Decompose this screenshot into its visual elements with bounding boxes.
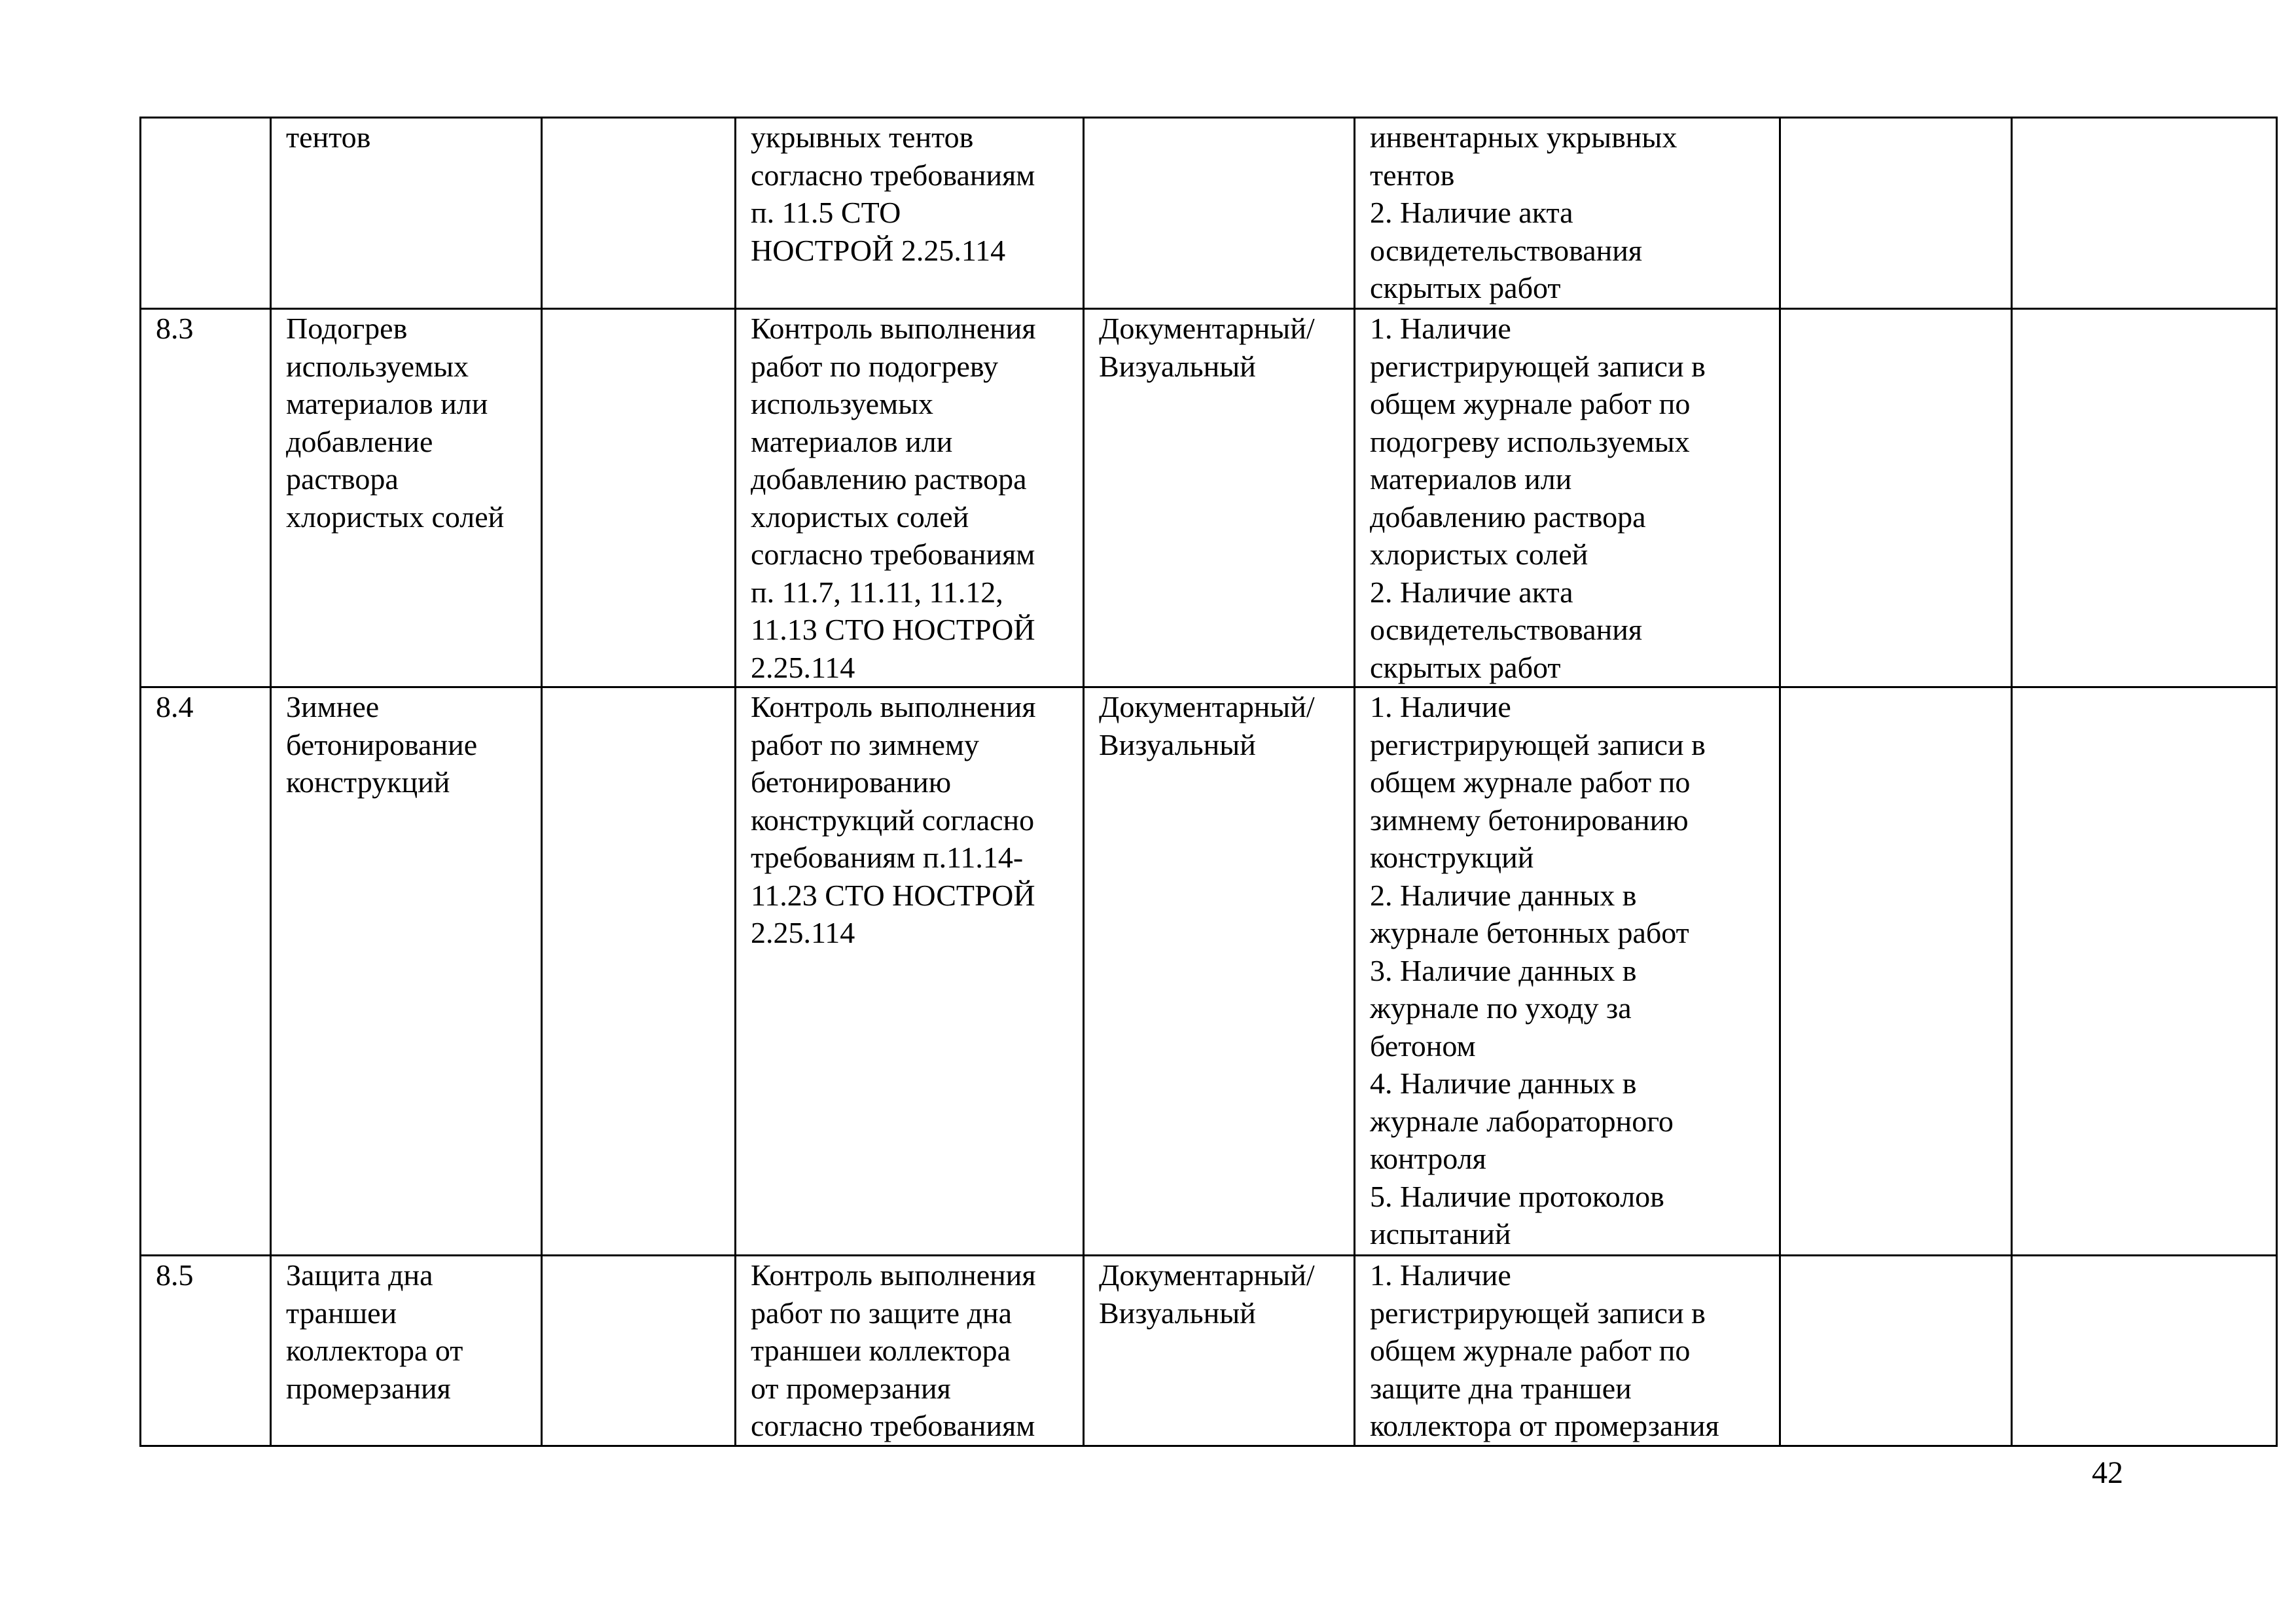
control-method: Документарный/ Визуальный xyxy=(1084,1256,1355,1446)
evidence-list: инвентарных укрывных тентов 2. Наличие акта освидетельствования скрытых работ xyxy=(1355,118,1780,309)
table-row xyxy=(141,118,2277,309)
table-row xyxy=(141,687,2277,1256)
row-number: 8.3 xyxy=(141,309,271,687)
empty-cell xyxy=(2012,1256,2277,1446)
control-method: Документарный/ Визуальный xyxy=(1084,309,1355,687)
empty-cell xyxy=(2012,118,2277,309)
control-description: Контроль выполнения работ по защите дна траншеи коллектора от промерзания согласно требованиям xyxy=(736,1256,1084,1446)
empty-cell xyxy=(542,118,736,309)
page-number: 42 xyxy=(2092,1455,2123,1490)
empty-cell xyxy=(1780,118,2012,309)
evidence-list: 1. Наличие регистрирующей записи в общем журнале работ по подогреву используемых материалов или добавлению раствора хлористых солей 2. Наличие акта освидетельствования скрытых работ xyxy=(1355,309,1780,687)
work-name: Зимнее бетонирование конструкций xyxy=(271,687,542,1256)
control-description: Контроль выполнения работ по подогреву используемых материалов или добавлению раствора хлористых солей согласно требованиям п. 11.7, 11.11, 11.12, 11.13 СТО НОСТРОЙ 2.25.114 xyxy=(736,309,1084,687)
empty-cell xyxy=(2012,687,2277,1256)
empty-cell xyxy=(1780,687,2012,1256)
empty-cell xyxy=(1780,1256,2012,1446)
empty-cell xyxy=(542,309,736,687)
table-row xyxy=(141,309,2277,687)
work-name: Подогрев используемых материалов или добавление раствора хлористых солей xyxy=(271,309,542,687)
control-description: укрывных тентов согласно требованиям п. 11.5 СТО НОСТРОЙ 2.25.114 xyxy=(736,118,1084,309)
inspection-table xyxy=(139,117,2278,1447)
row-number: 8.5 xyxy=(141,1256,271,1446)
evidence-list: 1. Наличие регистрирующей записи в общем журнале работ по зимнему бетонированию конструкций 2. Наличие данных в журнале бетонных работ 3. Наличие данных в журнале по уходу за бетоном 4. Наличие данных в журнале лабораторного контроля 5. Наличие протоколов испытаний xyxy=(1355,687,1780,1256)
work-name: Защита дна траншеи коллектора от промерзания xyxy=(271,1256,542,1446)
table-row xyxy=(141,1256,2277,1446)
control-method xyxy=(1084,118,1355,309)
work-name: тентов xyxy=(271,118,542,309)
control-method: Документарный/ Визуальный xyxy=(1084,687,1355,1256)
empty-cell xyxy=(1780,309,2012,687)
empty-cell xyxy=(2012,309,2277,687)
row-number: 8.4 xyxy=(141,687,271,1256)
empty-cell xyxy=(542,1256,736,1446)
empty-cell xyxy=(542,687,736,1256)
control-description: Контроль выполнения работ по зимнему бетонированию конструкций согласно требованиям п.11.14- 11.23 СТО НОСТРОЙ 2.25.114 xyxy=(736,687,1084,1256)
row-number xyxy=(141,118,271,309)
evidence-list: 1. Наличие регистрирующей записи в общем журнале работ по защите дна траншеи коллектора от промерзания xyxy=(1355,1256,1780,1446)
